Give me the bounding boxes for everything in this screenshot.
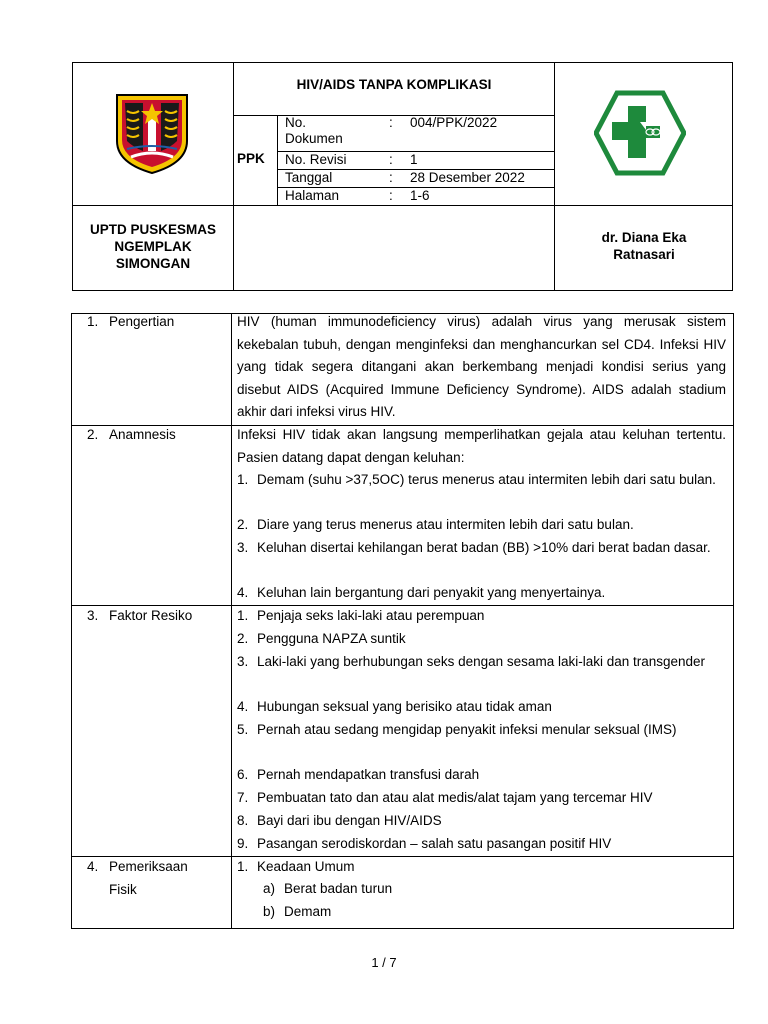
header-table	[72, 62, 733, 291]
list-number: 1.	[237, 608, 249, 623]
list-text: Keluhan lain bergantung dari penyakit yang menyertainya.	[257, 585, 606, 600]
list-text: Diare yang terus menerus atau intermiten lebih dari satu bulan.	[257, 517, 634, 532]
meta-colon: :	[389, 152, 393, 167]
list-item	[237, 582, 726, 605]
list-number: 8.	[237, 813, 249, 828]
meta-value: 1-6	[410, 188, 430, 203]
list-text: Laki-laki yang berhubungan seks dengan sesama laki-laki dan transgender	[257, 654, 706, 669]
list-number: 6.	[237, 767, 249, 782]
meta-label: Tanggal	[285, 170, 333, 185]
list-number: 3.	[237, 540, 249, 555]
list-item	[237, 469, 726, 492]
list-item	[237, 605, 726, 628]
doc-type-label: PPK	[237, 151, 265, 166]
section-label-faktor-resiko	[87, 605, 192, 628]
list-number: 1.	[237, 859, 249, 874]
list-text: Demam (suhu >37,5OC) terus menerus atau intermiten lebih dari satu bulan.	[257, 472, 716, 487]
list-item	[237, 764, 726, 787]
section-title: Faktor Resiko	[109, 608, 193, 623]
section-label-pemeriksaan-fisik	[87, 856, 188, 901]
list-number: 2.	[237, 517, 249, 532]
list-item	[237, 833, 726, 856]
section-title: Pemeriksaan	[109, 859, 188, 874]
sub-list-number: b)	[263, 904, 276, 919]
list-number: 1.	[237, 472, 249, 487]
list-text: Pembuatan tato dan atau alat medis/alat tajam yang tercemar HIV	[257, 790, 653, 805]
list-item	[237, 719, 726, 742]
meta-label: Halaman	[285, 188, 340, 203]
list-number: 4.	[237, 585, 249, 600]
signer-line: dr. Diana Eka	[601, 230, 687, 245]
section-number: 4.	[87, 859, 99, 874]
list-text: Pasangan serodiskordan – salah satu pasangan positif HIV	[257, 836, 612, 851]
meta-value: 28 Desember 2022	[410, 170, 525, 185]
list-item	[237, 696, 726, 719]
meta-colon: :	[389, 170, 393, 185]
list-number: 7.	[237, 790, 249, 805]
list-item	[237, 514, 726, 537]
section-number: 3.	[87, 608, 99, 623]
meta-colon: :	[389, 188, 393, 203]
sub-list-text: Berat badan turun	[284, 881, 393, 896]
list-text: Keluhan disertai kehilangan berat badan (BB) >10% dari berat badan dasar.	[257, 540, 711, 555]
meta-colon: :	[389, 115, 393, 130]
org-line: SIMONGAN	[115, 256, 191, 271]
list-text: Pernah atau sedang mengidap penyakit infeksi menular seksual (IMS)	[257, 722, 677, 737]
list-item	[237, 856, 726, 879]
meta-label: No. Revisi	[285, 152, 347, 167]
page-number: 1 / 7	[371, 955, 397, 970]
signer-line: Ratnasari	[613, 247, 675, 262]
section-title-cont: Fisik	[109, 881, 137, 897]
list-item	[237, 537, 726, 560]
list-number: 5.	[237, 722, 249, 737]
list-text: Hubungan seksual yang berisiko atau tidak aman	[257, 699, 552, 714]
section-label-pengertian	[87, 311, 174, 334]
signer-name	[555, 229, 733, 263]
section-label-anamnesis	[87, 424, 176, 447]
org-line: UPTD PUSKESMAS	[89, 222, 216, 237]
list-text: Pernah mendapatkan transfusi darah	[257, 767, 480, 782]
sub-list-item	[263, 901, 331, 924]
organization-name	[73, 221, 233, 272]
city-emblem-logo	[113, 91, 191, 175]
meta-value: 004/PPK/2022	[410, 115, 498, 130]
org-line: NGEMPLAK	[114, 239, 192, 254]
list-item	[237, 651, 726, 674]
list-text: Keadaan Umum	[257, 859, 355, 874]
meta-label: No. Dokumen	[285, 115, 343, 146]
list-item	[237, 628, 726, 651]
list-number: 4.	[237, 699, 249, 714]
list-text: Penjaja seks laki-laki atau perempuan	[257, 608, 485, 623]
section-number: 1.	[87, 314, 99, 329]
puskesmas-logo	[594, 90, 686, 176]
sub-list-item	[263, 878, 392, 901]
section-title: Anamnesis	[109, 427, 176, 442]
document-title: HIV/AIDS TANPA KOMPLIKASI	[296, 77, 492, 92]
section-title: Pengertian	[109, 314, 175, 329]
sub-list-number: a)	[263, 881, 276, 896]
sub-list-text: Demam	[284, 904, 332, 919]
list-text: Pengguna NAPZA suntik	[257, 631, 406, 646]
list-number: 9.	[237, 836, 249, 851]
meta-value: 1	[410, 152, 418, 167]
list-item	[237, 787, 726, 810]
section-number: 2.	[87, 427, 99, 442]
anamnesis-intro: Infeksi HIV tidak akan langsung memperlihatkan gejala atau keluhan tertentu. Pasien datang dapat dengan keluhan:	[237, 427, 726, 465]
pengertian-text: HIV (human immunodeficiency virus) adalah virus yang merusak sistem kekebalan tubuh, dengan menginfeksi dan menghancurkan sel CD4. Infeksi HIV yang tidak segera ditangani akan berkembang menjadi kondisi serius yang disebut AIDS (Acquired Immune Deficiency Syndrome). AIDS adalah stadium akhir dari infeksi virus HIV.	[237, 314, 726, 419]
list-number: 3.	[237, 654, 249, 669]
list-item	[237, 810, 726, 833]
list-number: 2.	[237, 631, 249, 646]
list-text: Bayi dari ibu dengan HIV/AIDS	[257, 813, 442, 828]
content-table	[71, 313, 734, 929]
